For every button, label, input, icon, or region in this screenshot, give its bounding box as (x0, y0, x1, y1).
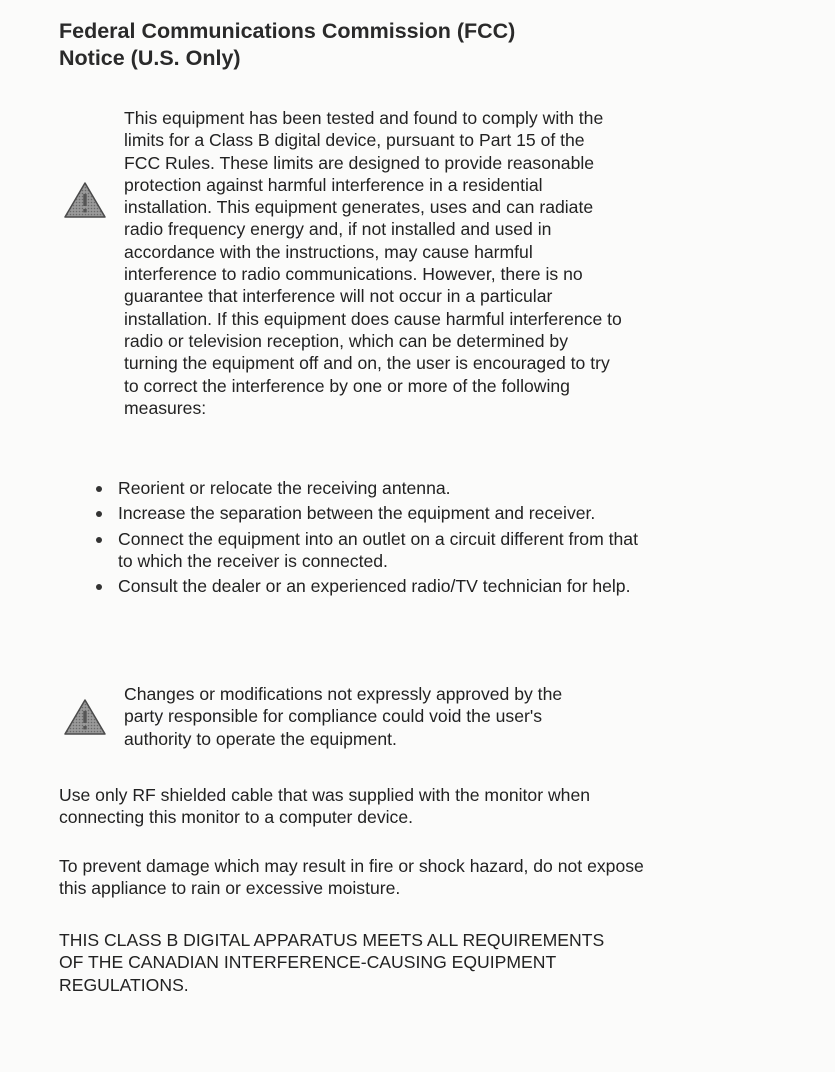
list-item (90, 528, 650, 573)
list-item-text: Reorient or relocate the receiving antenna. (118, 478, 451, 498)
title-line-2: Notice (U.S. Only) (59, 46, 241, 70)
bullet-icon (96, 486, 102, 492)
list-item (90, 502, 650, 524)
rf-cable-paragraph: Use only RF shielded cable that was supplied with the monitor when connecting this monitor to a computer device. (59, 785, 591, 828)
list-item-text: Increase the separation between the equipment and receiver. (118, 503, 596, 524)
measures-list (90, 477, 650, 600)
page-title (59, 18, 515, 72)
warning-paragraph-modifications: Changes or modifications not expressly approved by the party responsible for compliance could void the user's authority to operate the equipment. (124, 684, 563, 749)
list-item (90, 575, 650, 597)
list-item (90, 477, 650, 499)
bullet-icon (96, 584, 102, 590)
canadian-compliance-paragraph: THIS CLASS B DIGITAL APPARATUS MEETS ALL REQUIREMENTS OF THE CANADIAN INTERFERENCE-CAUSING EQUIPMENT REGULATIONS. (59, 930, 605, 995)
bullet-icon (96, 511, 102, 517)
warning-triangle-icon (63, 697, 107, 737)
list-item-text: Consult the dealer or an experienced radio/TV technician for help. (118, 576, 631, 597)
title-line-1: Federal Communications Commission (FCC) (59, 19, 516, 43)
list-item-text: Connect the equipment into an outlet on a circuit different from that to which the receiver is connected. (118, 528, 638, 571)
warning-triangle-icon (63, 180, 107, 220)
bullet-icon (96, 537, 102, 543)
moisture-paragraph: To prevent damage which may result in fire or shock hazard, do not expose this appliance to rain or excessive moisture. (59, 856, 644, 899)
warning-paragraph-interference: This equipment has been tested and found to comply with the limits for a Class B digital device, pursuant to Part 15 of the FCC Rules. These limits are designed to provide reasonable protection against harmful interference in a residential installation. This equipment generates, uses and can radiate radio frequency energy and, if not installed and used in accordance with the instructions, may cause harmful interference to radio communications. However, there is no guarantee that interference will not occur in a particular installation. If this equipment does cause harmful interference to radio or television reception, which can be determined by turning the equipment off and on, the user is encouraged to try to correct the interference by one or more of the following measures: (124, 108, 622, 418)
